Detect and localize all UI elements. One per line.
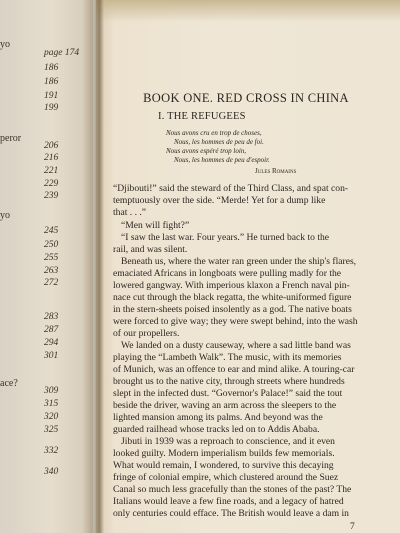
- epigraph-line: Nous avons cru en trop de choses,: [166, 129, 262, 137]
- body-line: Beneath us, where the water ran green under the ship's flares,: [121, 256, 357, 267]
- body-line: playing the “Lambeth Walk”. The music, with its memories: [113, 352, 342, 363]
- epigraph-author: Jules Romains: [255, 167, 297, 175]
- index-number: 221: [44, 166, 59, 176]
- body-line: lighted mansion among its palms. And beyond was the: [113, 412, 323, 423]
- body-line: Canal so much less gracefully than the stones of the past? The: [113, 484, 352, 495]
- epigraph-line: Nous, les hommes de peu de foi.: [174, 138, 264, 146]
- index-number: 186: [44, 63, 59, 73]
- left-margin-word: yo: [0, 39, 10, 50]
- body-line: slept in the infected dust. “Governor's Palace!” said the tout: [113, 388, 343, 399]
- index-number: 283: [44, 312, 59, 322]
- body-line: beside the driver, waving an arm across the sleepers to the: [113, 400, 337, 411]
- book-gutter: [82, 0, 104, 533]
- index-number: 263: [44, 266, 59, 276]
- index-number: 245: [44, 226, 59, 236]
- chapter-title: I. THE REFUGEES: [158, 111, 246, 122]
- index-number: 272: [44, 278, 59, 288]
- index-number: 294: [44, 338, 59, 348]
- body-line: lowered gangway. With imperious klaxon a French naval pin-: [113, 280, 350, 291]
- page-top-shadow: [96, 0, 400, 22]
- body-line: looked guilty. Modern imperialism builds few memorials.: [113, 448, 335, 459]
- body-line: of Munich, was an offence to ear and mind alike. A touring-car: [113, 364, 355, 375]
- index-number: page 174: [44, 48, 80, 58]
- index-number: 340: [44, 467, 59, 477]
- index-number: 325: [44, 425, 59, 435]
- body-line: brought us to the native city, through streets where hundreds: [113, 376, 345, 387]
- body-line: nace cut through the black regatta, the white-uniformed figure: [113, 292, 352, 303]
- page-number: 7: [350, 522, 355, 532]
- body-line: of our propellers.: [113, 328, 180, 339]
- body-line: rail, and was silent.: [113, 244, 188, 255]
- body-line: guarded railhead whose tracks led on to Addis Ababa.: [113, 424, 320, 435]
- index-number: 216: [44, 153, 59, 163]
- body-line: that . . .”: [113, 207, 147, 218]
- left-margin-word: yo: [0, 210, 10, 221]
- index-number: 186: [44, 77, 59, 87]
- body-line: temptuously over the side. “Merde! Yet for a dump like: [113, 195, 326, 206]
- index-number: 255: [44, 253, 59, 263]
- body-line: We landed on a dusty causeway, where a sad little band was: [121, 340, 351, 351]
- index-number: 301: [44, 351, 59, 361]
- facing-page-margin: [0, 0, 93, 533]
- index-number: 332: [44, 446, 59, 456]
- index-number: 229: [44, 179, 59, 189]
- body-line: in the stern-sheets poised insolently as a god. The native boats: [113, 304, 352, 315]
- body-line: fringe of colonial empire, which clustered around the Suez: [113, 472, 339, 483]
- epigraph-line: Nous avons espéré trop loin,: [166, 147, 247, 155]
- body-line: “Men will fight?”: [121, 220, 190, 231]
- body-line: “Djibouti!” said the steward of the Third Class, and spat con-: [113, 183, 349, 194]
- index-number: 315: [44, 399, 59, 409]
- index-number: 199: [44, 103, 59, 113]
- body-line: Jibuti in 1939 was a reproach to conscience, and it even: [121, 436, 335, 447]
- left-margin-word: ace?: [0, 378, 18, 389]
- epigraph-line: Nous, les hommes de peu d'espoir.: [174, 156, 270, 164]
- left-margin-word: peror: [0, 133, 22, 144]
- index-number: 239: [44, 191, 59, 201]
- index-number: 287: [44, 325, 59, 335]
- body-line: only centuries could efface. The British would leave a dam in: [113, 508, 349, 519]
- body-line: Italians would leave a few fine roads, and a legacy of hatred: [113, 496, 344, 507]
- index-number: 250: [44, 240, 59, 250]
- index-number: 320: [44, 412, 59, 422]
- index-number: 206: [44, 141, 59, 151]
- body-line: “I saw the last war. Four years.” He turned back to the: [121, 232, 330, 243]
- body-line: What would remain, I wondered, to survive this decaying: [113, 460, 334, 471]
- body-line: emaciated Africans in longboats were pulling madly for the: [113, 268, 342, 279]
- index-number: 191: [44, 91, 59, 101]
- body-line: were forced to give way; they were swept behind, into the wash: [113, 316, 358, 327]
- book-title: BOOK ONE. RED CROSS IN CHINA: [143, 91, 349, 105]
- index-number: 309: [44, 386, 59, 396]
